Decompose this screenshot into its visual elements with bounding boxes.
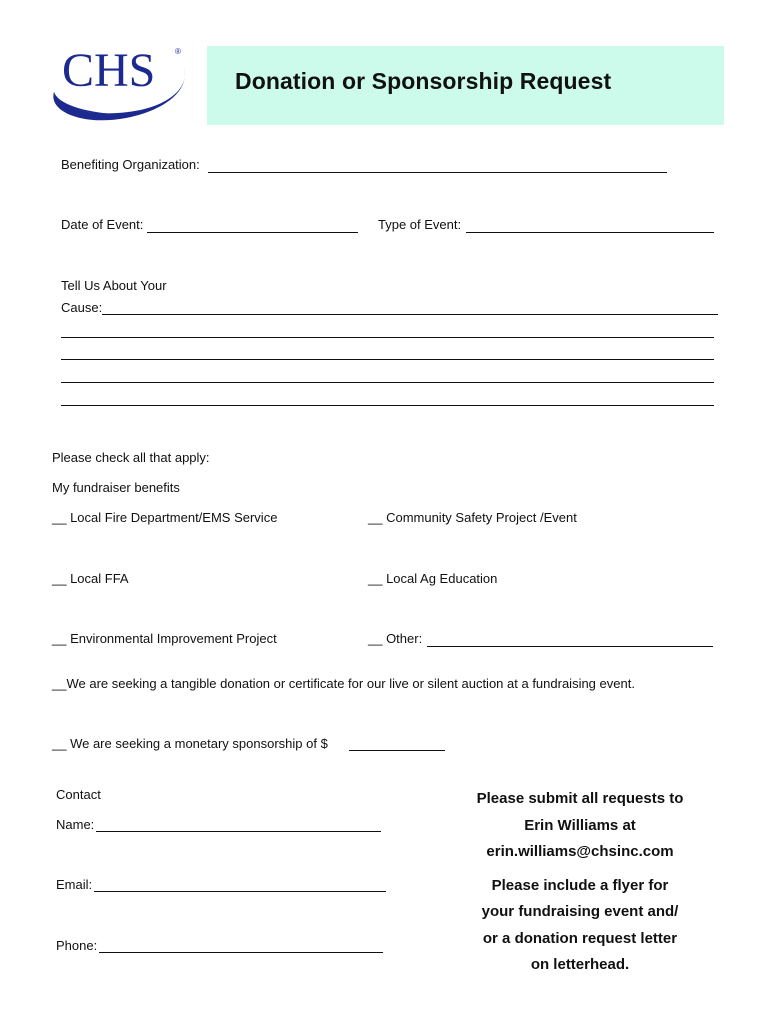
type-of-event-field[interactable] xyxy=(466,232,714,233)
submit-line-7: on letterhead. xyxy=(530,956,630,973)
svg-text:CHS: CHS xyxy=(62,44,156,97)
contact-phone-field[interactable] xyxy=(99,952,383,953)
check-local-ag-education[interactable]: __ Local Ag Education xyxy=(368,571,498,586)
type-of-event-label: Type of Event: xyxy=(378,217,462,232)
submit-line-1: Please submit all requests to xyxy=(476,790,684,807)
submit-line-6: or a donation request letter xyxy=(482,929,678,947)
check-monetary-sponsorship[interactable]: __ We are seeking a monetary sponsorship of $ xyxy=(52,736,328,751)
cause-field-line[interactable] xyxy=(61,405,714,406)
submit-email: erin.williams@chsinc.com xyxy=(486,843,674,860)
contact-email-field[interactable] xyxy=(94,891,386,892)
check-tangible-donation[interactable]: __We are seeking a tangible donation or certificate for our live or silent auction at a fundraising event. xyxy=(52,676,635,691)
submission-instructions xyxy=(460,786,700,979)
check-community-safety[interactable]: __ Community Safety Project /Event xyxy=(368,510,577,525)
contact-heading: Contact xyxy=(56,787,101,802)
contact-email-label: Email: xyxy=(56,877,93,892)
other-field[interactable] xyxy=(427,646,713,647)
chs-logo-icon xyxy=(44,40,194,130)
contact-name-field[interactable] xyxy=(96,831,381,832)
contact-name-label: Name: xyxy=(56,817,95,832)
cause-label-line1: Tell Us About Your xyxy=(61,278,167,293)
svg-text:®: ® xyxy=(175,47,181,56)
sponsorship-amount-field[interactable] xyxy=(349,750,445,751)
cause-field-line[interactable] xyxy=(102,314,718,315)
check-local-fire-ems[interactable]: __ Local Fire Department/EMS Service xyxy=(52,510,278,525)
submit-line-4: Please include a flyer for xyxy=(491,876,669,894)
check-local-ffa[interactable]: __ Local FFA xyxy=(52,571,129,586)
check-environmental-project[interactable]: __ Environmental Improvement Project xyxy=(52,631,277,646)
cause-field-line[interactable] xyxy=(61,337,714,338)
submit-line-5: your fundraising event and/ xyxy=(481,903,679,920)
check-other[interactable]: __ Other: xyxy=(368,631,423,646)
benefiting-organization-field[interactable] xyxy=(208,172,667,173)
cause-label-line2: Cause: xyxy=(61,300,103,315)
date-of-event-field[interactable] xyxy=(147,232,358,233)
cause-field-line[interactable] xyxy=(61,359,714,360)
contact-phone-label: Phone: xyxy=(56,938,98,953)
benefiting-organization-label: Benefiting Organization: xyxy=(61,157,200,172)
cause-field-line[interactable] xyxy=(61,382,714,383)
title-banner xyxy=(207,46,724,125)
page-title: Donation or Sponsorship Request xyxy=(235,68,612,94)
date-of-event-label: Date of Event: xyxy=(61,217,144,232)
check-instructions: Please check all that apply: xyxy=(52,450,210,465)
fundraiser-benefits-heading: My fundraiser benefits xyxy=(52,480,180,495)
submit-line-2: Erin Williams at xyxy=(524,816,636,834)
